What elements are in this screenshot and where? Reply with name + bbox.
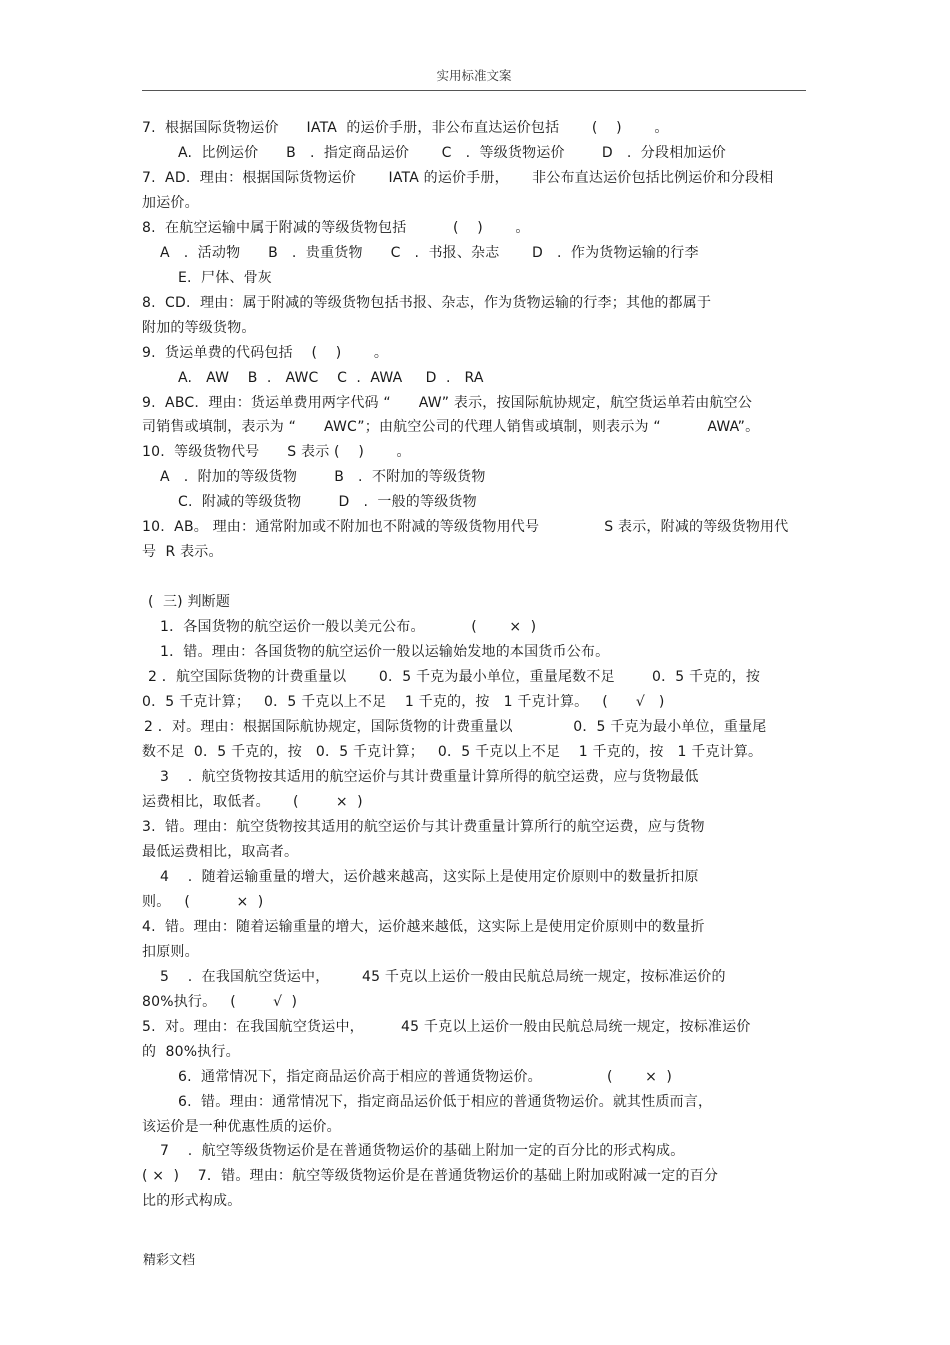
text-line: 司销售或填制，表示为 “ AWC”；由航空公司的代理人销售或填制，则表示为 “ AWA”。: [142, 419, 760, 435]
text-line: 则。 ( × ): [142, 894, 264, 910]
text-line: 8. CD. 理由：属于附减的等级货物包括书报、杂志，作为货物运输的行李；其他的都属于: [142, 295, 712, 311]
text-line: E. 尸体、骨灰: [178, 270, 272, 286]
text-line: 1．各国货物的航空运价一般以美元公布。 ( × ): [160, 619, 537, 635]
text-line: 7. AD. 理由：根据国际货物运价 IATA 的运价手册， 非公布直达运价包括比例运价和分段相: [142, 170, 774, 186]
text-line: 扣原则。: [142, 944, 199, 960]
text-line: A . 活动物 B . 贵重货物 C . 书报、杂志 D . 作为货物运输的行李: [160, 245, 699, 261]
text-line: 该运价是一种优惠性质的运价。: [142, 1119, 341, 1135]
text-line: 最低运费相比，取高者。: [142, 844, 299, 860]
text-line: 6. 通常情况下，指定商品运价高于相应的普通货物运价。 ( × ): [178, 1069, 673, 1085]
text-line: 加运价。: [142, 195, 199, 211]
section-title: ( 三) 判断题: [148, 594, 231, 610]
text-line: A. 比例运价 B . 指定商品运价 C . 等级货物运价 D . 分段相加运价: [178, 145, 726, 161]
text-line: 运费相比，取低者。 ( × ): [142, 794, 363, 810]
text-line: 5. 对。理由：在我国航空货运中， 45 千克以上运价一般由民航总局统一规定，按标准运价: [142, 1019, 751, 1035]
text-line: 3. 错。理由：航空货物按其适用的航空运价与其计费重量计算所行的航空运费，应与货物: [142, 819, 705, 835]
text-line: 80%执行。 ( √ ): [142, 994, 298, 1010]
text-line: 7 . 航空等级货物运价是在普通货物运价的基础上附加一定的百分比的形式构成。: [160, 1143, 685, 1159]
text-line: 10. AB。 理由：通常附加或不附加也不附减的等级货物用代号 S 表示，附减的等级货物用代: [142, 519, 789, 535]
text-line: 附加的等级货物。: [142, 320, 256, 336]
text-line: 0．5 千克计算； 0．5 千克以上不足 1 千克的，按 1 千克计算。 ( √ ): [142, 694, 665, 710]
text-line: 比的形式构成。: [142, 1193, 242, 1209]
text-line: 8. 在航空运输中属于附减的等级货物包括 ( ) 。: [142, 220, 530, 236]
text-line: 数不足 0．5 千克的，按 0．5 千克计算； 0．5 千克以上不足 1 千克的，按 1 千克计算。: [142, 744, 763, 760]
text-line: 的 80%执行。: [142, 1044, 240, 1060]
text-line: 4. 错。理由：随着运输重量的增大，运价越来越低，这实际上是使用定价原则中的数量折: [142, 919, 705, 935]
header-divider: [142, 90, 806, 91]
text-line: 10. 等级货物代号 S 表示 ( ) 。: [142, 444, 411, 460]
page-header: 实用标准文案: [436, 68, 512, 83]
text-line: 1．错。理由：各国货物的航空运价一般以运输始发地的本国货币公布。: [160, 644, 610, 660]
text-line: ( × ) 7．错。理由：航空等级货物运价是在普通货物运价的基础上附加或附减一定的百分: [142, 1168, 719, 1184]
text-line: A. AW B . AWC C . AWA D . RA: [178, 370, 484, 386]
text-line: 2 ．对。理由：根据国际航协规定，国际货物的计费重量以 0．5 千克为最小单位，重量尾: [144, 719, 767, 735]
text-line: 6. 错。理由：通常情况下，指定商品运价低于相应的普通货物运价。就其性质而言，: [178, 1094, 713, 1110]
text-line: A . 附加的等级货物 B . 不附加的等级货物: [160, 469, 486, 485]
text-line: 7. 根据国际货物运价 IATA 的运价手册，非公布直达运价包括 ( ) 。: [142, 120, 669, 136]
text-line: 5 . 在我国航空货运中， 45 千克以上运价一般由民航总局统一规定，按标准运价的: [160, 969, 726, 985]
text-line: 3 . 航空货物按其适用的航空运价与其计费重量计算所得的航空运费，应与货物最低: [160, 769, 699, 785]
text-line: 2 ．航空国际货物的计费重量以 0．5 千克为最小单位，重量尾数不足 0．5 千克的，按: [148, 669, 761, 685]
page-footer: 精彩文档: [143, 1253, 196, 1268]
text-line: 9. ABC. 理由：货运单费用两字代码 “ AW” 表示，按国际航协规定，航空货运单若由航空公: [142, 395, 753, 411]
text-line: 9. 货运单费的代码包括 ( ) 。: [142, 345, 389, 361]
text-line: C. 附减的等级货物 D . 一般的等级货物: [178, 494, 477, 510]
text-line: 4 . 随着运输重量的增大，运价越来越高，这实际上是使用定价原则中的数量折扣原: [160, 869, 699, 885]
text-line: 号 R 表示。: [142, 544, 223, 560]
